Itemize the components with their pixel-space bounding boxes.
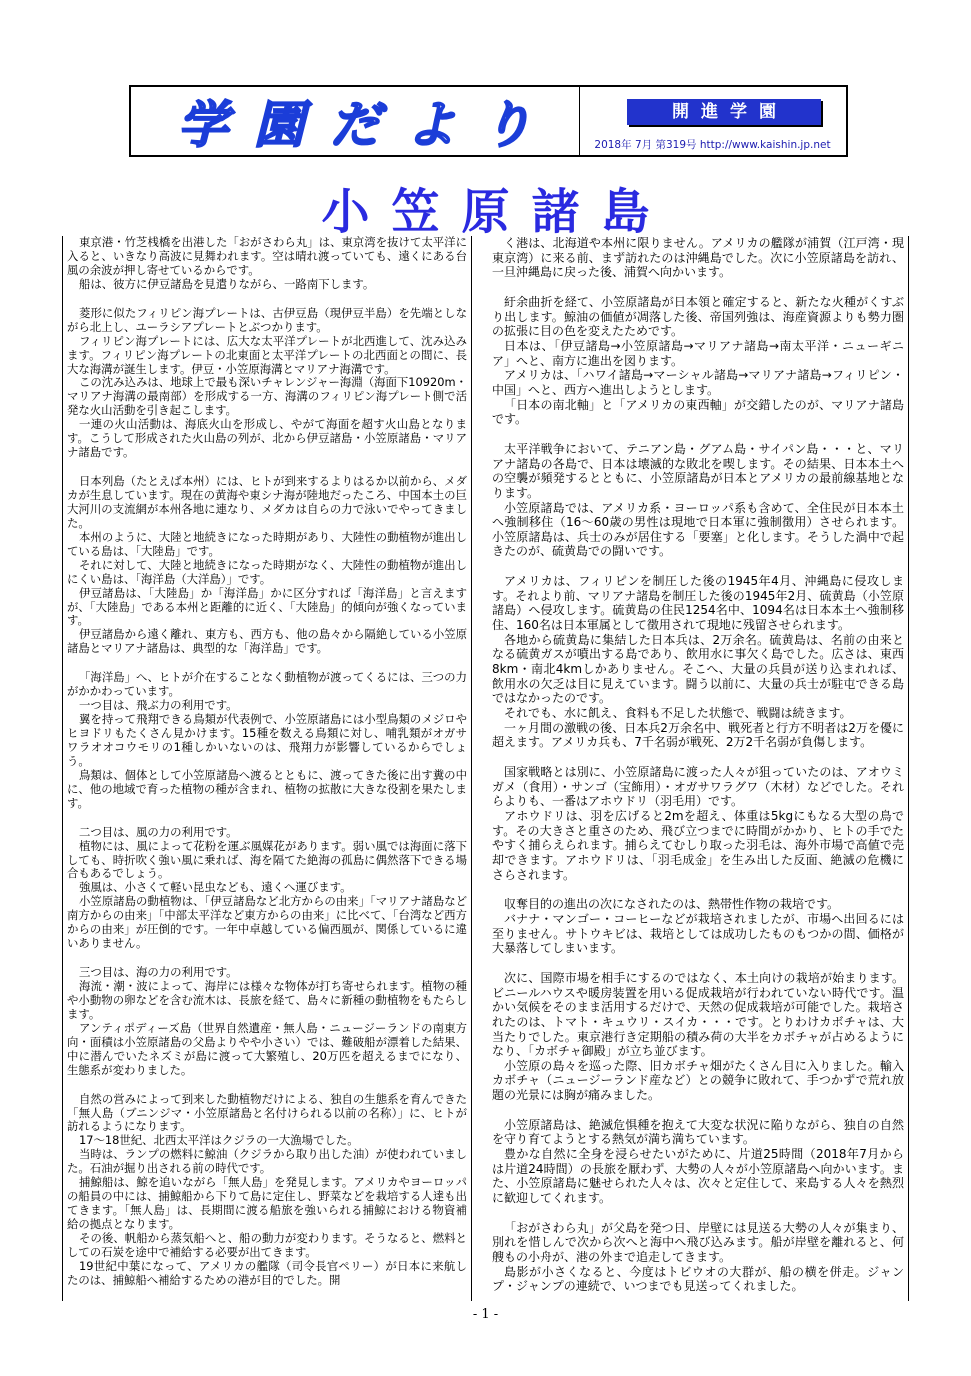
paragraph-gap — [492, 956, 904, 971]
paragraph: 翼を持って飛翔できる鳥類が代表例で、小笠原諸島には小型鳥類のメジロやヒヨドリもたくさん見かけます。15種を数える鳥類に対し、哺乳類がオガサワラオオコウモリの1種しかいないのは、飛翔力が影響しているからでしょう。 — [67, 712, 467, 768]
paragraph: 海流・潮・波によって、海岸には様々な物体が打ち寄せられます。植物の種や小動物の卵などを含む流木は、長旅を経て、島々に新種の動植物をもたらします。 — [67, 979, 467, 1021]
paragraph: それでも、水に飢え、食料も不足した状態で、戦闘は続きます。 — [504, 706, 852, 721]
paragraph: 小笠原の島々を巡った際、旧カボチャ畑がたくさん目に入りました。輸入カボチャ（ニュージーランド産など）との競争に敗れて、手つかずで荒れ放題の光景には胸が痛みました。 — [492, 1058, 904, 1103]
paragraph: 小笠原諸島の動植物は、「伊豆諸島など北方からの由来」「マリアナ諸島など南方からの由来」「中部太平洋など東方からの由来」に比べて、「台湾など西方からの由来」が圧倒的です。一年中卓越している偏西風が、関係しているに違いありません。 — [67, 894, 467, 951]
paragraph: 船は、彼方に伊豆諸島を見遣りながら、一路南下します。 — [79, 276, 375, 291]
paragraph: 収奪目的の進出の次になされたのは、熱帯性作物の栽培です。 — [504, 897, 840, 912]
paragraph: 自然の営みによって到来した動植物だけによる、独自の生態系を育んできた「無人島（ブニンジマ・小笠原諸島と名付けられる以前の名称）」に、ヒトが訪れるようになります。 — [67, 1091, 467, 1134]
paragraph: この沈み込みは、地球上で最も深いチャレンジャー海淵（海面下10920m・マリアナ海溝の最南部）を形成する一方、海溝のフィリピン海プレート側で活発な火山活動を引き起こします。 — [67, 375, 467, 418]
paragraph-gap — [67, 1078, 467, 1093]
newsletter-logo — [131, 87, 580, 155]
paragraph: 二つ目は、風の力の利用です。 — [79, 824, 238, 839]
logo-text: 学園だより — [178, 95, 558, 154]
paragraph: アメリカは、「ハワイ諸島→マーシャル諸島→マリアナ諸島→フィリピン・中国」へと、西方へ進出しようとします。 — [492, 368, 904, 397]
paragraph-gap — [67, 951, 467, 966]
paragraph: アメリカは、フィリピンを制圧した後の1945年4月、沖縄島に侵攻します。それより前、マリアナ諸島を制圧した後の1945年2月、硫黄島（小笠原諸島）へ侵攻します。硫黄島の住民1254名中、1094名は日本本土へ強制移住、160名は日本軍属として徴用されて現地に残留させられます。 — [492, 574, 904, 633]
paragraph-gap — [492, 1206, 904, 1221]
paragraph: 島影が小さくなると、今度はトビウオの大群が、船の横を併走。ジャンプ・ジャンプの連続で、いつまでも見送ってくれました。 — [492, 1264, 904, 1294]
paragraph: 三つ目は、海の力の利用です。 — [79, 965, 238, 980]
paragraph: 「日本の南北軸」と「アメリカの東西軸」が交錯したのが、マリアナ諸島です。 — [492, 397, 904, 427]
paragraph: 東京港・竹芝桟橋を出港した「おがさわら丸」は、東京湾を抜けて太平洋に入ると、いきなり高波に見舞われます。空は晴れ渡っていても、遠くにある台風の余波が押し寄せているからです。 — [67, 235, 467, 277]
paragraph: 「海洋島」へ、ヒトが介在することなく動植物が渡ってくるには、三つの力がかかわっています。 — [67, 670, 467, 699]
paragraph: 当時は、ランプの燃料に鯨油（クジラから取り出した油）が使われていました。石油が掘り出される前の時代です。 — [67, 1147, 467, 1176]
paragraph: アンティポディーズ島（世界自然遺産・無人島・ニュージーランドの南東方向・面積は小笠原諸島の父島よりやや小さい）では、難破船が漂着した結果、中に潜んでいたネズミが島に渡って大繁殖し、20万匹を超えるまでになり、生態系が変わりました。 — [67, 1020, 467, 1077]
school-name-badge: 開進学園 — [627, 99, 821, 125]
paragraph-gap — [492, 750, 904, 765]
masthead — [129, 85, 848, 157]
issue-info: 2018年 7月 第319号 http://www.kaishin.jp.net — [594, 139, 831, 151]
paragraph-gap — [67, 656, 467, 671]
paragraph: 一つ目は、飛ぶ力の利用です。 — [79, 698, 238, 713]
paragraph: アホウドリは、羽を広げると2mを超え、体重は5kgにもなる大型の鳥です。その大きさと重さのため、飛び立つまでに時間がかかり、ヒトの手でたやすく捕らえられます。捕らえてむしり取った羽毛は、海外市場で高値で売却できます。アホウドリは、「羽毛成金」を生み出した反面、絶滅の危機にさらされます。 — [492, 808, 904, 882]
paragraph: その後、帆船から蒸気船へと、船の動力が変わります。そうなると、燃料としての石炭を途中で補給する必要が出てきます。 — [67, 1230, 467, 1259]
paragraph: 捕鯨船は、鯨を追いながら「無人島」を発見します。アメリカやヨーロッパの船員の中には、捕鯨船から下りて島に定住し、野菜などを栽培する人達も出てきます。「無人島」は、長期間に渡る船旅を強いられる捕鯨における物資補給の拠点となります。 — [67, 1175, 467, 1231]
paragraph: バナナ・マンゴー・コーヒーなどが栽培されましたが、市場へ出回るには至りません。サトウキビは、栽培としては成功したものもつかの間、価格が大暴落してしまいます。 — [492, 911, 904, 956]
paragraph: く港は、北海道や本州に限りません。アメリカの艦隊が浦賀（江戸湾・現東京湾）に来る前、まず訪れたのは沖縄島でした。次に小笠原諸島を訪れ、一旦沖縄島に戻った後、浦賀へ向かいます。 — [492, 236, 904, 280]
paragraph: 17～18世紀、北西太平洋はクジラの一大漁場でした。 — [79, 1133, 359, 1148]
paragraph: 国家戦略とは別に、小笠原諸島に渡った人々が狙っていたのは、アオウミガメ（食用）・サンゴ（宝飾用）・オガサワラグワ（木材）などでした。それらよりも、一番はアホウドリ（羽毛用）です。 — [492, 765, 904, 809]
paragraph-gap — [492, 559, 904, 574]
paragraph: 小笠原諸島は、絶滅危惧種を抱えて大変な状況に陥りながら、独自の自然を守り育てようとする熱気が満ち満ちています。 — [492, 1117, 904, 1147]
left-column — [62, 236, 472, 1301]
paragraph: 各地から硫黄島に集結した日本兵は、2万余名。硫黄島は、名前の由来となる硫黄ガスが噴出する島であり、飲用水に事欠く島でした。広さは、東西8km・南北4kmしかありません。そこへ、大量の兵員が送り込まれれば、飲用水の欠乏は目に見えています。闘う以前に、大量の兵士が駐屯できる島ではなかったのです。 — [492, 632, 904, 706]
paragraph-gap — [67, 811, 467, 826]
paragraph: 「おがさわら丸」が父島を発つ日、岸壁には見送る大勢の人々が集まり、別れを惜しんで次から次へと海中へ飛び込みます。船が岸壁を離れると、何艘もの小舟が、港の外まで追走してきます。 — [492, 1220, 904, 1265]
paragraph: 日本は、「伊豆諸島→小笠原諸島→マリアナ諸島→南太平洋・ニューギニア」へと、南方に進出を図ります。 — [492, 338, 904, 368]
paragraph: それに対して、大陸と地続きになった時期がなく、大陸性の動植物が進出しにくい島は、「海洋島（大洋島）」です。 — [67, 557, 467, 586]
paragraph: 鳥類は、個体として小笠原諸島へ渡るとともに、渡ってきた後に出す糞の中に、他の地域で育った植物の種が含まれ、植物の拡散に大きな役割を果たします。 — [67, 767, 467, 810]
page-title: 小笠原諸島 — [321, 184, 672, 240]
paragraph: フィリピン海プレートには、広大な太平洋プレートが北西進して、沈み込みます。フィリピン海プレートの北東面と太平洋プレートの北西面との間に、長大な海溝が誕生します。伊豆・小笠原海溝とマリアナ海溝です。 — [67, 333, 467, 376]
paragraph: 一ヶ月間の激戦の後、日本兵2万余名中、戦死者と行方不明者は2万を優に超えます。アメリカ兵も、7千名弱が戦死、2万2千名弱が負傷します。 — [492, 720, 904, 750]
right-column — [488, 236, 909, 1301]
paragraph: 菱形に似たフィリピン海プレートは、古伊豆島（現伊豆半島）を先端としながら北上し、ユーラシアプレートとぶつかります。 — [67, 305, 467, 334]
paragraph-gap — [492, 427, 904, 442]
paragraph: 次に、国際市場を相手にするのではなく、本土向けの栽培が始まります。ビニールハウスや暖房装置を用いる促成栽培が行われていない時代です。温かい気候をそのまま活用するだけで、天然の促成栽培が可能でした。栽培されたのは、トマト・キュウリ・スイカ・・・です。とりわけカボチャは、大当たりでした。東京港行き定期船の積み荷の大半をカボチャが占めるようになり、「カボチャ御殿」が立ち並びます。 — [492, 970, 904, 1059]
paragraph: 強風は、小さくて軽い昆虫なども、遠くへ運びます。 — [79, 880, 352, 895]
paragraph: 日本列島（たとえば本州）には、ヒトが到来するよりはるか以前から、メダカが生息しています。現在の黄海や東シナ海が陸地だったころ、中国本土の巨大河川の支流網が本州各地に連なり、メダカは自らの力で泳いでやってきました。 — [67, 474, 467, 530]
paragraph: 伊豆諸島は、「大陸島」か「海洋島」かに区分すれば「海洋島」と言えますが、「大陸島」である本州と距離的に近く、「大陸島」的傾向が強くなっています。 — [67, 585, 467, 628]
paragraph-gap — [492, 1103, 904, 1118]
paragraph-gap — [492, 280, 904, 295]
paragraph: 豊かな自然に全身を浸らせたいがために、片道25時間（2018年7月からは片道24時間）の長旅を厭わず、大勢の人々が小笠原諸島へ向かいます。また、小笠原諸島に魅せられた人々は、次々と定住して、来島する人々を熱烈に歓迎してくれます。 — [492, 1147, 904, 1206]
paragraph: 紆余曲折を経て、小笠原諸島が日本領と確定すると、新たな火種がくすぶり出します。鯨油の価値が凋落した後、帝国列強は、海産資源よりも勢力圏の拡張に目の色を変えたためです。 — [492, 294, 904, 339]
paragraph: 太平洋戦争において、テニアン島・グアム島・サイパン島・・・と、マリアナ諸島の各島で、日本は壊滅的な敗北を喫します。その結果、日本本土への空襲が頻発するとともに、小笠原諸島が日本とアメリカの最前線基地となります。 — [492, 441, 904, 500]
paragraph-gap — [492, 882, 904, 897]
paragraph: 本州のように、大陸と地続きになった時期があり、大陸性の動植物が進出している島は、「大陸島」です。 — [67, 529, 467, 558]
paragraph: 小笠原諸島では、アメリカ系・ヨーロッパ系も含めて、全住民が日本本土へ強制移住（16～60歳の男性は現地で日本軍に強制徴用）させられます。小笠原諸島は、兵士のみが居住する「要塞」と化します。そうした渦中で起きたのが、硫黄島での闘いです。 — [492, 500, 904, 559]
paragraph: 伊豆諸島から遠く離れ、東方も、西方も、他の島々から隔絶している小笠原諸島とマリアナ諸島は、典型的な「海洋島」です。 — [67, 627, 467, 656]
paragraph: 一連の火山活動は、海底火山を形成し、やがて海面を超す火山島となります。こうして形成された火山島の列が、北から伊豆諸島・小笠原諸島・マリアナ諸島です。 — [67, 417, 467, 460]
page-number: - 1 - — [472, 1307, 499, 1322]
paragraph-gap — [67, 460, 467, 475]
paragraph-gap — [67, 292, 467, 307]
paragraph: 19世紀中葉になって、アメリカの艦隊（司令長官ペリー）が日本に来航したのは、捕鯨船へ補給するための港が目的でした。開 — [67, 1258, 467, 1287]
paragraph: 植物には、風によって花粉を運ぶ風媒花があります。弱い風では海面に落下しても、時折吹く強い風に乗れば、海を隔てた絶海の孤島に偶然落下できる場合もあるでしょう。 — [67, 838, 467, 881]
